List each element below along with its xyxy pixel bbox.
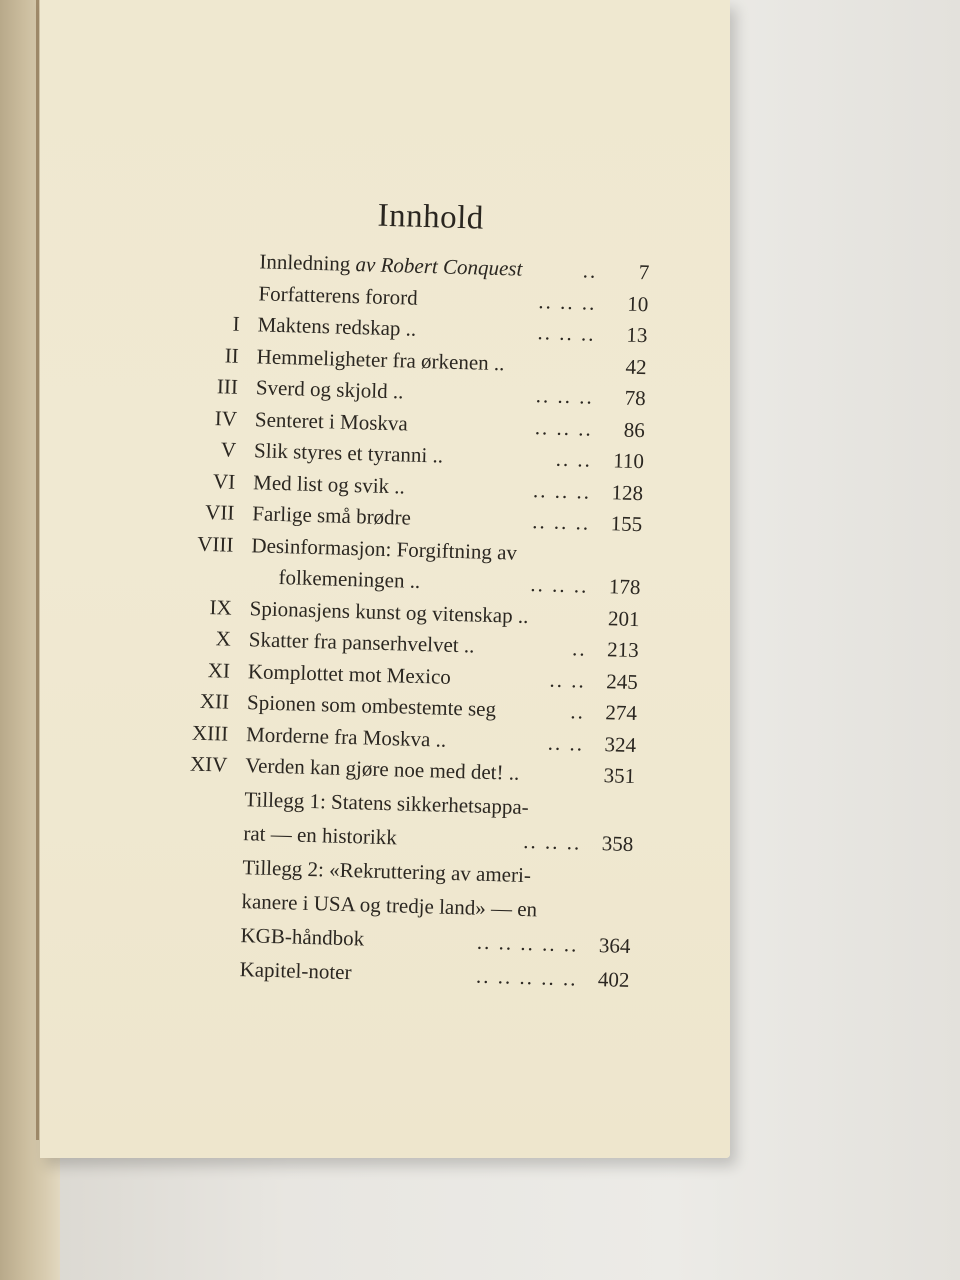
chapter-title: Desinformasjon: Forgiftning av [251, 532, 518, 565]
leader-dots: .. .. [549, 667, 587, 693]
chapter-title: Innledning av Robert Conquest [259, 249, 523, 281]
chapter-title: Hemmeligheter fra ørkenen .. [256, 343, 505, 375]
page-number: 201 [607, 605, 640, 631]
table-of-contents [149, 244, 649, 997]
chapter-title: Forfatterens forord [258, 280, 419, 310]
chapter-title: Maktens redskap .. [257, 312, 417, 341]
chapter-title: KGB-håndbok [240, 922, 365, 951]
page-number: 7 [638, 259, 650, 285]
leader-dots: .. .. .. [537, 320, 596, 346]
chapter-title: Slik styres et tyranni .. [253, 438, 444, 468]
chapter-number [170, 244, 242, 246]
leader-dots: .. .. .. .. .. [475, 963, 578, 991]
page-title: Innhold [377, 197, 485, 237]
chapter-title: Tillegg 1: Statens sikkerhetsappa- [244, 786, 530, 819]
chapter-title: Kapitel-noter [239, 956, 352, 984]
leader-dots: .. .. .. [534, 414, 594, 441]
leader-dots: .. .. .. .. .. [476, 929, 579, 957]
chapter-number: VIII [197, 531, 234, 557]
leader-dots: .. [582, 258, 598, 283]
page-number: 213 [606, 637, 640, 663]
book-page [40, 0, 730, 1158]
leader-dots: .. .. [547, 730, 585, 756]
page-number: 245 [605, 668, 639, 694]
chapter-title: Farlige små brødre [252, 501, 412, 530]
leader-dots: .. .. .. [535, 383, 595, 409]
chapter-title: rat — en historikk [243, 820, 398, 849]
chapter-title: Spionen som ombestemte seg [246, 690, 497, 722]
chapter-title: kanere i USA og tredje land» — en [241, 888, 538, 921]
page-number: 274 [605, 700, 638, 726]
chapter-number: V [220, 437, 237, 462]
page-number: 358 [601, 830, 634, 856]
chapter-number: IV [214, 405, 238, 431]
leader-dots: .. .. .. [538, 288, 597, 315]
page-number: 10 [627, 291, 649, 316]
chapter-number: IX [209, 594, 233, 620]
chapter-title: Morderne fra Moskva .. [245, 721, 447, 752]
chapter-number: X [215, 626, 232, 651]
chapter-number: VI [212, 468, 236, 494]
chapter-title: Med list og svik .. [252, 469, 406, 499]
leader-dots: .. .. .. [523, 828, 582, 855]
chapter-number: VII [204, 499, 235, 525]
page-number: 351 [603, 763, 636, 789]
chapter-title: Senteret i Moskva [254, 406, 409, 436]
leader-dots: .. [570, 699, 586, 724]
chapter-number: I [232, 311, 240, 336]
chapter-number: XI [207, 657, 231, 683]
page-content [25, 0, 747, 1167]
page-number: 324 [604, 731, 637, 757]
page-number: 128 [611, 479, 644, 505]
chapter-number: XIII [191, 720, 229, 746]
leader-dots: .. .. .. [531, 509, 591, 535]
leader-dots: .. .. [555, 446, 593, 472]
page-number: 402 [597, 966, 630, 992]
page-number: 78 [624, 385, 647, 411]
page-number: 178 [608, 574, 641, 600]
chapter-title: Sverd og skjold .. [255, 375, 404, 404]
leader-dots: .. .. .. [532, 477, 592, 504]
chapter-title: Skatter fra panserhvelvet .. [248, 627, 475, 658]
chapter-number: XII [199, 688, 230, 714]
chapter-title: Tillegg 2: «Rekruttering av ameri- [242, 854, 532, 887]
page-number: 42 [625, 354, 647, 379]
chapter-author: av Robert Conquest [355, 252, 523, 281]
chapter-title: folkemeningen .. [278, 565, 421, 593]
chapter-title: Komplottet mot Mexico [247, 658, 452, 689]
chapter-number: II [224, 342, 240, 368]
chapter-number: XIV [189, 751, 228, 777]
chapter-title: Verden kan gjøre noe med det! .. [244, 753, 520, 785]
page-number: 86 [623, 417, 646, 442]
chapter-number: III [216, 374, 239, 399]
page-number: 13 [626, 322, 648, 348]
chapter-title: Spionasjens kunst og vitenskap .. [249, 595, 529, 628]
page-number: 155 [610, 511, 643, 537]
page-number: 110 [612, 448, 645, 474]
leader-dots: .. .. .. [530, 572, 589, 598]
page-number: 364 [598, 932, 631, 958]
leader-dots: .. [571, 636, 588, 661]
